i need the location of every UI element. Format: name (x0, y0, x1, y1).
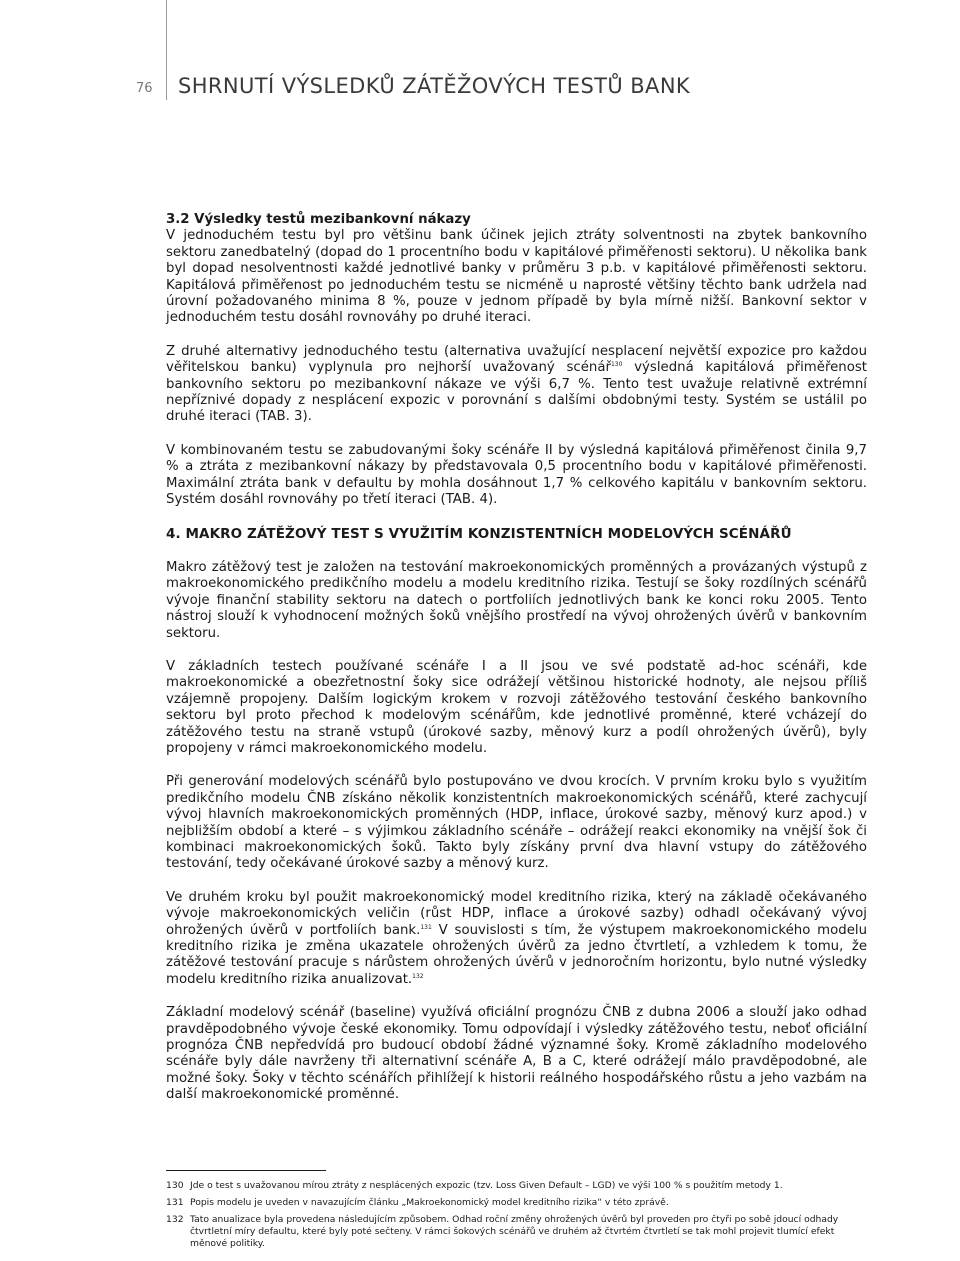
paragraph-second-alternative (166, 344, 867, 426)
footnote-number: 132 (166, 1214, 184, 1225)
paragraph-text: V souvislosti s tím, že výstupem makroekonomického modelu kreditního rizika je změna ukazatele ohrožených úvěrů za jedno čtvrtletí, a vzhledem k tomu, že zátěžové testování pracuje s nárůstem ohrožených úvěrů v jednoročním horizontu, bylo nutné výsledky modelu kreditního rizika anualizovat. (166, 922, 867, 987)
main-content (166, 212, 867, 1104)
paragraph-simple-test: V jednoduchém testu byl pro většinu bank účinek jejich ztráty solventnosti na zbytek bankovního sektoru zanedbatelný (dopad do 1 procentního bodu v kapitálové přiměřenosti sektoru). U několika bank byl dopad nesolventnosti každé jednotlivé banky v průměru 3 p.b. v kapitálové přiměřenosti sektoru. Kapitálová přiměřenost po jednoduchém testu se nicméně u naprosté většiny těchto bank udržela nad úrovní požadovaného minima 8 %, pouze v jednom případě by byla mírně nižší. Bankovní sektor v jednoduchém testu dosáhl rovnováhy po druhé iteraci. (166, 228, 867, 326)
paragraph-basic-scenarios: V základních testech používané scénáře I a II jsou ve své podstatě ad-hoc scénáři, kde makroekonomické a obezřetnostní šoky sice odrážejí většinou historické hodnoty, ale nejsou příliš vzájemně propojeny. Dalším logickým krokem v rozvoji zátěžového testování českého bankovního sektoru byl proto přechod k modelovým scénářům, kde jednotlivé proměnné, které vcházejí do zátěžového testu na straně vstupů (úrokové sazby, měnový kurz a podíl ohrožených úvěrů), byly propojeny v rámci makroekonomického modelu. (166, 658, 867, 756)
footnote-text: Popis modelu je uveden v navazujícím článku „Makroekonomický model kreditního rizika“ v této zprávě. (190, 1197, 669, 1208)
paragraph-text: Ve druhém kroku byl použit makroekonomický model kreditního rizika, který na základě očekávaného vývoje makroekonomických veličin (růst HDP, inflace a úrokové sazby) odhadl očekávaný vývoj ohrožených úvěrů v portfoliích bank. (166, 889, 867, 938)
section-subheading: 3.2 Výsledky testů mezibankovní nákazy (166, 212, 471, 227)
paragraph-text: Z druhé alternativy jednoduchého testu (alternativa uvažující nesplacení největší expozice pro každou věřitelskou banku) vyplynula pro nejhorší uvažovaný scénář (166, 343, 867, 376)
paragraph-combined-test: V kombinovaném testu se zabudovanými šoky scénáře II by výsledná kapitálová přiměřenost činila 9,7 % a ztráta z mezibankovní nákazy by představovala 0,5 procentního bodu v kapitálové přiměřenosti. Maximální ztráta bank v defaultu by mohla dosáhnout 1,7 % celkového kapitálu v bankovním sektoru. Systém dosáhl rovnováhy po třetí iteraci (TAB. 4). (166, 442, 867, 508)
footnote-131 (166, 1197, 867, 1209)
footnote-ref-130[interactable]: 130 (610, 361, 623, 369)
footnote-132 (166, 1214, 867, 1250)
footnote-number: 131 (166, 1197, 184, 1208)
footnote-ref-131[interactable]: 131 (420, 923, 432, 931)
footnote-number: 130 (166, 1180, 184, 1191)
footnote-text: Jde o test s uvažovanou mírou ztráty z nesplácených expozic (tzv. Loss Given Default – LGD) ve výši 100 % s použitím metody 1. (190, 1180, 783, 1191)
paragraph-second-step (166, 890, 867, 988)
paragraph-macro-intro: Makro zátěžový test je založen na testování makroekonomických proměnných a provázaných výstupů z makroekonomického predikčního modelu a modelu kreditního rizika. Testují se šoky rozdílných scénářů vývoje finanční stability sektoru na datech o portfoliích jednotlivých bank ke konci roku 2005. Tento nástroj slouží k vyhodnocení možných šoků vnějšího prostředí na vývoj ohrožených úvěrů v bankovním sektoru. (166, 559, 867, 641)
paragraph-baseline-scenario: Základní modelový scénář (baseline) využívá oficiální prognózu ČNB z dubna 2006 a slouží jako odhad pravděpodobného vývoje české ekonomiky. Tomu odpovídají i výsledky zátěžového testu, neboť oficiální prognóza ČNB nepředvídá pro budoucí období žádné významné šoky. Kromě základního modelového scénáře byly dále navrženy tři alternativní scénáře A, B a C, které odrážejí málo pravděpodobné, ale možné šoky. Šoky v těchto scénářích přihlížejí k historii reálného hospodářského růstu a jeho vazbám na další makroekonomické proměnné. (166, 1005, 867, 1103)
paragraph-generation-steps: Při generování modelových scénářů bylo postupováno ve dvou krocích. V prvním kroku bylo s využitím predikčního modelu ČNB získáno několik konzistentních makroekonomických scénářů, které zachycují vývoj hlavních makroekonomických proměnných (HDP, inflace, úrokové sazby, měnový kurz apod.) v nejbližším období a které – s výjimkou základního scénáře – odrážejí reakci ekonomiky na vnější šok či kombinaci makroekonomických šoků. Takto byly získány první dva hlavní vstupy do zátěžového testování, tedy očekávané úrokové sazby a měnový kurz. (166, 774, 867, 872)
page-number: 76 (136, 81, 153, 96)
footnote-130 (166, 1180, 867, 1192)
footnote-separator (166, 1170, 326, 1171)
footnote-text: Tato anualizace byla provedena následujícím způsobem. Odhad roční změny ohrožených úvěrů byl proveden pro čtyři po sobě jdoucí odhady čtvrtletní míry defaultu, které byly poté sečteny. V rámci šokových scénářů ve druhém až čtvrtém čtvrtletí se tak mohl projevit tlumící efekt měnové politiky. (190, 1214, 839, 1249)
running-title: SHRNUTÍ VÝSLEDKŮ ZÁTĚŽOVÝCH TESTŮ BANK (178, 74, 691, 98)
section-heading-4: 4. MAKRO ZÁTĚŽOVÝ TEST S VYUŽITÍM KONZISTENTNÍCH MODELOVÝCH SCÉNÁŘŮ (166, 525, 792, 542)
footnotes (166, 1180, 867, 1255)
paragraph-text: výsledná kapitálová přiměřenost bankovního sektoru po mezibankovní nákaze ve výši 6,7 %. Tento test uvažuje relativně extrémní nepříznivé dopady z nesplácení expozic v porovnání s dalšími obdobnými testy. Systém se ustálil po druhé iteraci (TAB. 3). (166, 360, 867, 425)
footnote-ref-132[interactable]: 132 (412, 972, 424, 980)
header-vertical-rule (166, 0, 167, 100)
